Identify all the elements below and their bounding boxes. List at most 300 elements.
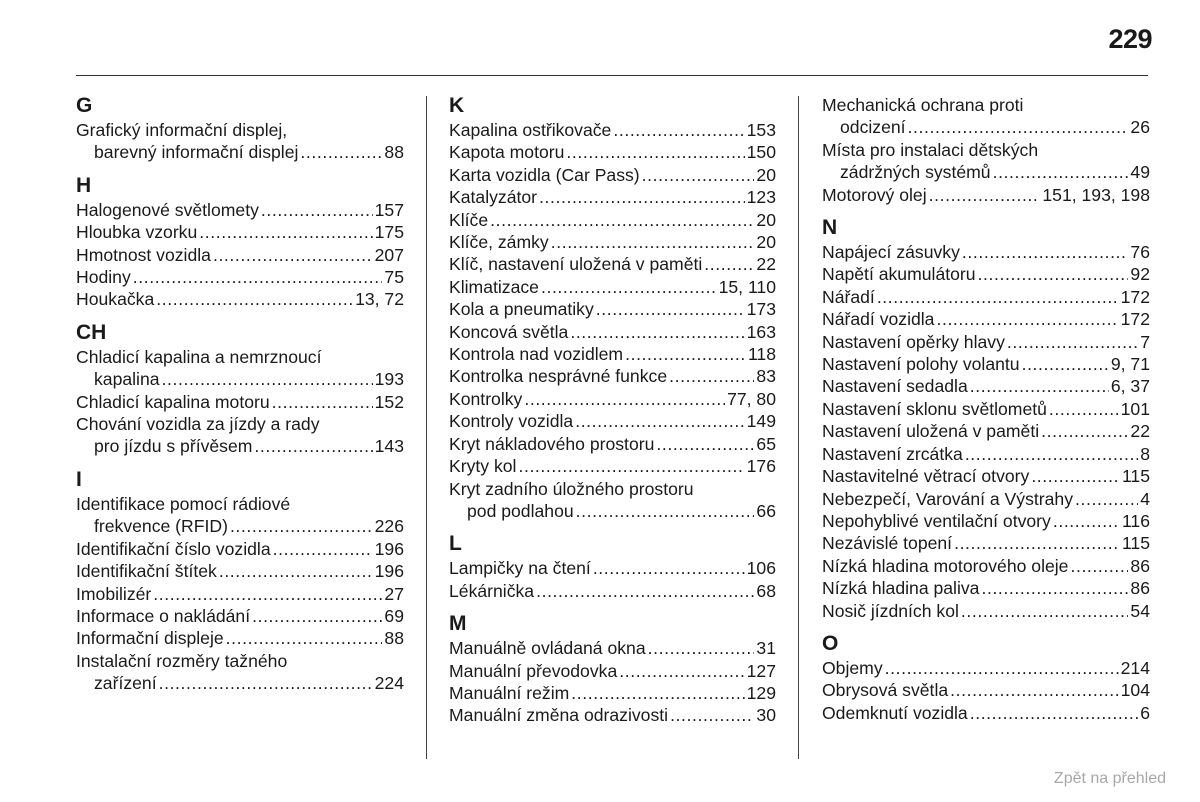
page-reference[interactable]: 20 (756, 232, 776, 253)
entry-text: Chování vozidla za jízdy a rady (76, 414, 320, 435)
page-reference[interactable]: 26 (1130, 117, 1150, 138)
entry-text: Nastavení uložená v paměti (822, 421, 1040, 442)
index-entry[interactable] (449, 455, 776, 477)
entry-text: Klimatizace (449, 276, 539, 297)
index-entry[interactable] (822, 657, 1150, 679)
section-letter: M (449, 612, 467, 636)
dot-leader (670, 704, 754, 726)
dot-leader (981, 577, 1128, 599)
entry-row (449, 231, 776, 253)
page-reference[interactable]: 149 (746, 411, 776, 432)
dot-leader (524, 388, 725, 410)
dot-leader (518, 455, 744, 477)
dot-leader (704, 253, 754, 275)
page-reference[interactable]: 66 (756, 500, 776, 521)
entry-text: zádržných systémů (840, 162, 991, 183)
index-entry[interactable] (822, 139, 1150, 184)
dot-leader (929, 184, 1041, 206)
dot-leader (159, 672, 373, 694)
index-entry[interactable] (76, 627, 404, 649)
entry-row (449, 388, 776, 410)
section-letter: K (449, 94, 465, 117)
dot-leader (575, 410, 744, 432)
dot-leader (877, 286, 1119, 308)
page-reference[interactable]: 15, 110 (718, 276, 776, 297)
entry-row (822, 657, 1150, 679)
page-reference[interactable]: 20 (756, 209, 776, 230)
page-reference[interactable]: 6, 37 (1110, 376, 1150, 397)
entry-row (76, 538, 404, 560)
entry-text: Objemy (822, 657, 883, 678)
index-entry[interactable] (822, 375, 1150, 397)
index-entry[interactable] (822, 488, 1150, 510)
index-entry[interactable] (76, 221, 404, 243)
page-reference[interactable]: 86 (1130, 578, 1150, 599)
page-reference[interactable]: 6 (1140, 702, 1150, 723)
page-reference[interactable]: 20 (756, 164, 776, 185)
entry-row (822, 263, 1150, 285)
entry-row (449, 209, 776, 231)
index-entry[interactable] (822, 702, 1150, 724)
index-entry[interactable] (76, 119, 404, 164)
page-reference[interactable]: 4 (1140, 488, 1150, 509)
entry-text: Odemknutí vozidla (822, 702, 968, 723)
entry-row (822, 555, 1150, 577)
entry-text: Nízká hladina motorového oleje (822, 555, 1069, 576)
entry-text: Napětí akumulátoru (822, 264, 976, 285)
page-reference[interactable]: 118 (747, 344, 776, 365)
index-entry[interactable] (822, 331, 1150, 353)
section-letter: G (76, 94, 93, 117)
entry-text: Chladicí kapalina a nemrznoucí (76, 346, 322, 367)
entry-row (449, 637, 776, 659)
index-entry[interactable] (449, 365, 776, 387)
index-entry[interactable] (822, 555, 1150, 577)
column-divider (798, 96, 799, 759)
index-entry[interactable] (449, 637, 776, 659)
dot-leader (261, 199, 373, 221)
page-reference[interactable]: 13, 72 (355, 289, 404, 310)
entry-text: Kontrolka nesprávné funkce (449, 366, 668, 387)
index-section (822, 94, 1150, 206)
entry-row (76, 391, 404, 413)
page-reference[interactable]: 173 (746, 299, 776, 320)
index-entry[interactable] (822, 263, 1150, 285)
entry-row (822, 577, 1150, 599)
index-entry[interactable] (449, 141, 776, 163)
entry-row (449, 276, 776, 298)
section-letter: CH (76, 320, 107, 344)
index-entry[interactable] (449, 557, 776, 579)
entry-row (76, 288, 404, 310)
dot-leader (133, 266, 383, 288)
page-reference[interactable]: 153 (746, 120, 776, 140)
page-reference[interactable]: 143 (374, 436, 404, 457)
entry-text: Kapalina ostřikovače (449, 120, 612, 140)
index-section (76, 468, 404, 695)
index-entry[interactable] (449, 321, 776, 343)
page-reference[interactable]: 106 (746, 558, 776, 579)
index-entry[interactable] (822, 241, 1150, 263)
index-entry[interactable] (449, 580, 776, 602)
page-reference[interactable]: 77, 80 (727, 388, 776, 409)
index-entry[interactable] (76, 538, 404, 560)
page-reference[interactable]: 224 (374, 673, 404, 694)
entry-row (76, 627, 404, 649)
entry-text: Lampičky na čtení (449, 558, 591, 579)
entry-row (76, 583, 404, 605)
page-reference[interactable]: 9, 71 (1110, 354, 1150, 375)
entry-text: Manuální převodovka (449, 660, 618, 681)
entry-row (76, 244, 404, 266)
index-entry[interactable] (76, 288, 404, 310)
page-reference[interactable]: 88 (384, 142, 404, 163)
index-entry[interactable] (449, 478, 776, 523)
page-reference[interactable]: 150 (746, 142, 776, 163)
index-entry[interactable] (76, 244, 404, 266)
dot-leader (965, 443, 1138, 465)
index-entry[interactable] (76, 413, 404, 458)
dot-leader (593, 557, 745, 579)
entry-text: Nezávislé topení (822, 533, 953, 554)
dot-leader (993, 161, 1129, 183)
page-reference[interactable]: 22 (1130, 421, 1150, 442)
page-reference[interactable]: 196 (374, 538, 404, 559)
index-entry[interactable] (822, 465, 1150, 487)
index-entry[interactable] (449, 253, 776, 275)
entry-row (822, 679, 1150, 701)
entry-text: Hloubka vzorku (76, 222, 198, 243)
dot-leader (961, 600, 1129, 622)
entry-text: Instalační rozměry tažného (76, 650, 288, 671)
page-reference[interactable]: 214 (1120, 657, 1150, 678)
index-entry[interactable] (449, 231, 776, 253)
entry-text: Nastavení opěrky hlavy (822, 331, 1005, 352)
entry-row (822, 184, 1150, 206)
page-reference[interactable]: 196 (374, 561, 404, 582)
entry-row (822, 308, 1150, 330)
entry-text: Kryty kol (449, 456, 517, 477)
page-reference[interactable]: 68 (756, 580, 776, 601)
entry-row (822, 443, 1150, 465)
entry-text: Manuální režim (449, 682, 570, 703)
index-entry[interactable] (449, 298, 776, 320)
entry-row (822, 241, 1150, 263)
page-reference[interactable]: 151, 193, 198 (1042, 184, 1150, 205)
dot-leader (156, 288, 353, 310)
entry-text: Halogenové světlomety (76, 199, 259, 220)
entry-text: Mechanická ochrana proti (822, 95, 1024, 115)
index-entry[interactable] (822, 94, 1150, 139)
entry-text: Klíč, nastavení uložená v paměti (449, 254, 703, 275)
entry-row (822, 353, 1150, 375)
entry-row (449, 343, 776, 365)
index-entry[interactable] (76, 493, 404, 538)
entry-text: Kola a pneumatiky (449, 299, 594, 320)
page-reference[interactable]: 193 (374, 369, 404, 390)
index-entry[interactable] (449, 388, 776, 410)
page-reference[interactable]: 115 (1121, 533, 1150, 554)
dot-leader (950, 679, 1119, 701)
entry-row (449, 455, 776, 477)
dot-leader (254, 435, 372, 457)
page-reference[interactable]: 65 (756, 433, 776, 454)
entry-text: frekvence (RFID) (94, 516, 228, 537)
entry-text: Grafický informační displej, (76, 120, 288, 140)
page-reference[interactable]: 75 (384, 267, 404, 288)
entry-text: Identifikační štítek (76, 561, 217, 582)
entry-row (822, 161, 1150, 183)
index-entry[interactable] (822, 577, 1150, 599)
index-entry[interactable] (822, 184, 1150, 206)
dot-leader (936, 308, 1118, 330)
index-section (76, 94, 404, 164)
dot-leader (625, 343, 746, 365)
entry-row (449, 410, 776, 432)
page-reference[interactable]: 30 (756, 705, 776, 726)
entry-row (822, 286, 1150, 308)
dot-leader (648, 637, 755, 659)
entry-row (76, 605, 404, 627)
entry-text: Nastavitelné větrací otvory (822, 466, 1030, 487)
page-reference[interactable]: 152 (374, 391, 404, 412)
index-entry[interactable] (822, 532, 1150, 554)
entry-row (822, 702, 1150, 724)
entry-text: Karta vozidla (Car Pass) (449, 164, 640, 185)
dot-leader (642, 164, 755, 186)
dot-leader (1053, 510, 1120, 532)
entry-text: Manuálně ovládaná okna (449, 638, 646, 659)
index-entry[interactable] (822, 600, 1150, 622)
section-letter: I (76, 467, 82, 491)
dot-leader (272, 391, 373, 413)
dot-leader (536, 580, 754, 602)
entry-text: Identifikační číslo vozidla (76, 538, 271, 559)
index-entry[interactable] (449, 433, 776, 455)
dot-leader (1049, 398, 1119, 420)
entry-text: Obrysová světla (822, 680, 949, 701)
entry-row (822, 375, 1150, 397)
dot-leader (970, 702, 1138, 724)
dot-leader (213, 244, 373, 266)
entry-row (449, 119, 776, 141)
index-entry[interactable] (822, 286, 1150, 308)
dot-leader (1022, 353, 1109, 375)
column-divider (426, 96, 427, 759)
dot-leader (153, 583, 382, 605)
dot-leader (669, 365, 754, 387)
page-reference[interactable]: 92 (1130, 264, 1150, 285)
dot-leader (226, 627, 383, 649)
entry-text: barevný informační displej (94, 142, 299, 163)
entry-text: pod podlahou (467, 500, 574, 521)
page-reference[interactable]: 31 (756, 638, 776, 659)
page-reference[interactable]: 76 (1130, 242, 1150, 263)
entry-row (449, 580, 776, 602)
page-reference[interactable]: 101 (1120, 398, 1150, 419)
page-reference[interactable]: 8 (1140, 443, 1150, 464)
dot-leader (885, 657, 1119, 679)
section-letter: O (822, 631, 839, 655)
index-entry[interactable] (822, 308, 1150, 330)
entry-row (449, 164, 776, 186)
page-reference[interactable]: 172 (1120, 309, 1150, 330)
entry-row (76, 560, 404, 582)
entry-text: Klíče (449, 209, 489, 230)
dot-leader (273, 538, 373, 560)
index-section (449, 612, 776, 727)
index-column-3 (822, 94, 1150, 734)
dot-leader (596, 298, 745, 320)
page-reference[interactable]: 69 (384, 605, 404, 626)
index-entry[interactable] (76, 391, 404, 413)
page-reference[interactable]: 104 (1120, 680, 1150, 701)
index-entry[interactable] (76, 605, 404, 627)
index-entry[interactable] (449, 343, 776, 365)
entry-row (76, 515, 404, 537)
entry-row (822, 398, 1150, 420)
entry-text: odcizení (840, 117, 906, 138)
entry-row (449, 433, 776, 455)
dot-leader (551, 231, 755, 253)
dot-leader (954, 532, 1120, 554)
entry-text: Kontroly vozidla (449, 411, 574, 432)
dot-leader (230, 515, 373, 537)
index-entry[interactable] (449, 164, 776, 186)
dot-leader (490, 209, 754, 231)
page-reference[interactable]: 27 (384, 583, 404, 604)
entry-text: Nářadí (822, 286, 875, 307)
entry-text: pro jízdu s přívěsem (94, 436, 253, 457)
index-entry[interactable] (76, 583, 404, 605)
dot-leader (1041, 420, 1128, 442)
entry-row (449, 557, 776, 579)
page-reference[interactable]: 172 (1120, 286, 1150, 307)
entry-row (76, 199, 404, 221)
dot-leader (656, 433, 754, 455)
entry-row (449, 141, 776, 163)
index-entry[interactable] (76, 266, 404, 288)
entry-text: Nepohyblivé ventilační otvory (822, 510, 1051, 531)
section-letter: N (822, 216, 838, 240)
entry-text: Nářadí vozidla (822, 309, 935, 330)
entry-text: Kontrola nad vozidlem (449, 344, 624, 365)
entry-text: zařízení (94, 673, 157, 694)
page-reference[interactable]: 115 (1121, 466, 1150, 487)
page-reference[interactable]: 22 (756, 254, 776, 275)
entry-text: Lékárnička (449, 580, 535, 601)
dot-leader (162, 368, 373, 390)
index-entry[interactable] (449, 660, 776, 682)
entry-text: Nízká hladina paliva (822, 578, 980, 599)
section-letter: H (76, 173, 92, 197)
entry-text: Katalyzátor (449, 187, 538, 208)
page-number: 229 (1108, 24, 1152, 54)
dot-leader (908, 116, 1129, 138)
index-section (76, 321, 404, 458)
entry-row (822, 532, 1150, 554)
page-reference[interactable]: 86 (1130, 555, 1150, 576)
dot-leader (571, 682, 744, 704)
index-column-1 (76, 94, 404, 705)
index-entry[interactable] (76, 346, 404, 391)
index-entry[interactable] (449, 704, 776, 726)
entry-text: Houkačka (76, 289, 155, 310)
dot-leader (1031, 465, 1120, 487)
entry-text: Nastavení sklonu světlometů (822, 398, 1047, 419)
index-section (822, 632, 1150, 724)
page-reference[interactable]: 54 (1130, 600, 1150, 621)
back-to-overview-link[interactable]: Zpět na přehled (1053, 770, 1166, 787)
index-entry[interactable] (449, 276, 776, 298)
index-section (822, 216, 1150, 622)
entry-row (822, 331, 1150, 353)
index-entry[interactable] (822, 353, 1150, 375)
dot-leader (1075, 488, 1138, 510)
page-reference[interactable]: 127 (746, 660, 776, 681)
page-reference[interactable]: 129 (746, 682, 776, 703)
entry-row (76, 221, 404, 243)
entry-text: Místa pro instalaci dětských (822, 139, 1039, 160)
entry-row (76, 266, 404, 288)
index-entry[interactable] (449, 186, 776, 208)
entry-row (822, 420, 1150, 442)
index-entry[interactable] (822, 443, 1150, 465)
entry-row (822, 600, 1150, 622)
index-entry[interactable] (822, 679, 1150, 701)
entry-text: Motorový olej (822, 184, 927, 205)
page-reference[interactable]: 207 (374, 244, 404, 265)
index-entry[interactable] (822, 510, 1150, 532)
index-entry[interactable] (449, 682, 776, 704)
entry-row (449, 298, 776, 320)
index-entry[interactable] (822, 420, 1150, 442)
page-reference[interactable]: 163 (746, 321, 776, 342)
entry-row (449, 186, 776, 208)
index-entry[interactable] (76, 199, 404, 221)
index-entry[interactable] (449, 410, 776, 432)
page-reference[interactable]: 7 (1140, 331, 1150, 352)
index-entry[interactable] (449, 209, 776, 231)
index-entry[interactable] (76, 560, 404, 582)
dot-leader (1007, 331, 1138, 353)
page-reference[interactable]: 88 (384, 628, 404, 649)
entry-text: Koncová světla (449, 321, 569, 342)
entry-text: Manuální změna odrazivosti (449, 705, 669, 726)
entry-text: Kryt nákladového prostoru (449, 433, 655, 454)
dot-leader (613, 119, 744, 141)
entry-text: kapalina (94, 369, 160, 390)
index-entry[interactable] (449, 119, 776, 141)
page-reference[interactable]: 157 (374, 199, 404, 220)
section-letter: L (449, 532, 462, 556)
dot-leader (1070, 555, 1128, 577)
index-entry[interactable] (822, 398, 1150, 420)
entry-text: Hodiny (76, 267, 131, 288)
page-reference[interactable]: 176 (746, 456, 776, 477)
page-reference[interactable]: 226 (374, 516, 404, 537)
page-reference[interactable]: 49 (1130, 162, 1150, 183)
entry-text: Kryt zadního úložného prostoru (449, 478, 694, 499)
page-reference[interactable]: 83 (756, 366, 776, 387)
page-reference[interactable]: 116 (1121, 510, 1150, 531)
page-reference[interactable]: 123 (746, 187, 776, 208)
index-entry[interactable] (76, 650, 404, 695)
page-reference[interactable]: 175 (374, 222, 404, 243)
entry-row (822, 465, 1150, 487)
entry-text: Informace o nakládání (76, 605, 251, 626)
dot-leader (199, 221, 372, 243)
